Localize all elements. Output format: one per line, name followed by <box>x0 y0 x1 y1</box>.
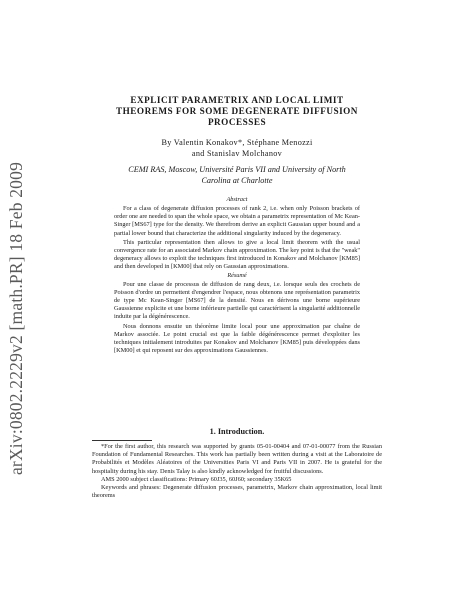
footnote-funding: *For the first author, this research was supported by grants 05-01-00404 and 07-01-00077 from the Russian Foundation of Fundamental Researches. This work has partially been written during a visit at the Laboratoire de Probabilités et Modèles Aléatoires of the Universities Paris VI and Paris VII in 2007. He is grateful for the hospitality during his stay. Denis Talay is also kindly acknowledged for fruitful discussions. <box>92 443 382 475</box>
affiliation-line: Carolina at Charlotte <box>201 175 273 185</box>
resume-heading: Résumé <box>227 271 247 279</box>
abstract-paragraph: This particular representation then allows to give a local limit theorem with the usual convergence rate for an associated Markov chain approximation. The key point is that the "weak" degeneracy allows to exploit the techniques first introduced in Konakov and Molchanov [KM85] and then developed in [KM00] that rely on Gaussian approximations. <box>114 238 360 271</box>
section-heading: 1. Introduction. <box>209 427 265 436</box>
footnotes <box>92 440 382 500</box>
abstract-paragraph: For a class of degenerate diffusion processes of rank 2, i.e. when only Poisson brackets of order one are needed to span the whole space, we obtain a parametrix representation of Mc Kean-Singer [MS67] type for the density. We therefrom derive an explicit Gaussian upper bound and a partial lower bound that characterize the additional singularity induced by the degeneracy. <box>114 205 360 237</box>
title-line: PROCESSES <box>207 117 267 127</box>
footnote-keywords: Keywords and phrases: Degenerate diffusion processes, parametrix, Markov chain approximation, local limit theorems <box>92 484 382 500</box>
abstract-heading: Abstract <box>226 196 248 203</box>
arxiv-id: arXiv:0802.2229v2 [math.PR] 18 Feb 2009 <box>6 161 27 475</box>
authors-line: By Valentin Konakov*, Stéphane Menozzi <box>161 138 313 147</box>
affiliation-line: CEMI RAS, Moscow, Université Paris VII and University of North <box>128 165 346 174</box>
front-matter <box>100 95 374 355</box>
title-line: THEOREMS FOR SOME DEGENERATE DIFFUSION <box>116 106 358 116</box>
affiliation <box>100 165 374 186</box>
title-line: EXPLICIT PARAMETRIX AND LOCAL LIMIT <box>130 95 344 105</box>
resume-paragraph: Nous donnons ensuite un théorème limite local pour une approximation par chaîne de Markov associée. Le point crucial est que la faible dégénérescence permet d'exploiter les techniques initialement introduites par Konakov and Molchanov [KM85] puis développées dans [KM00] et qui reposent sur des approximations Gaussiennes. <box>114 322 360 355</box>
footnote-rule <box>92 440 152 441</box>
arxiv-stamp <box>4 138 30 498</box>
resume-paragraph: Pour une classe de processus de diffusion de rang deux, i.e. lorsque seuls des crochets de Poisson d'ordre un permettent d'engendrer l'espace, nous obtenons une représentation parametrix de type Mc Kean-Singer [MS67] de la densité. Nous en dérivons une borne supérieure Gaussienne explicite et une borne inférieure partielle qui caractérisent la singularité additionnelle induite par la dégénérescence. <box>114 280 360 321</box>
authors-line: and Stanislav Molchanov <box>191 148 283 158</box>
resume <box>100 272 374 356</box>
authors <box>100 138 374 159</box>
paper-title <box>100 95 374 128</box>
abstract <box>100 196 374 272</box>
footnote-ams-classification: AMS 2000 subject classifications: Primary 60J35, 60J60; secondary 35K65 <box>101 475 292 483</box>
